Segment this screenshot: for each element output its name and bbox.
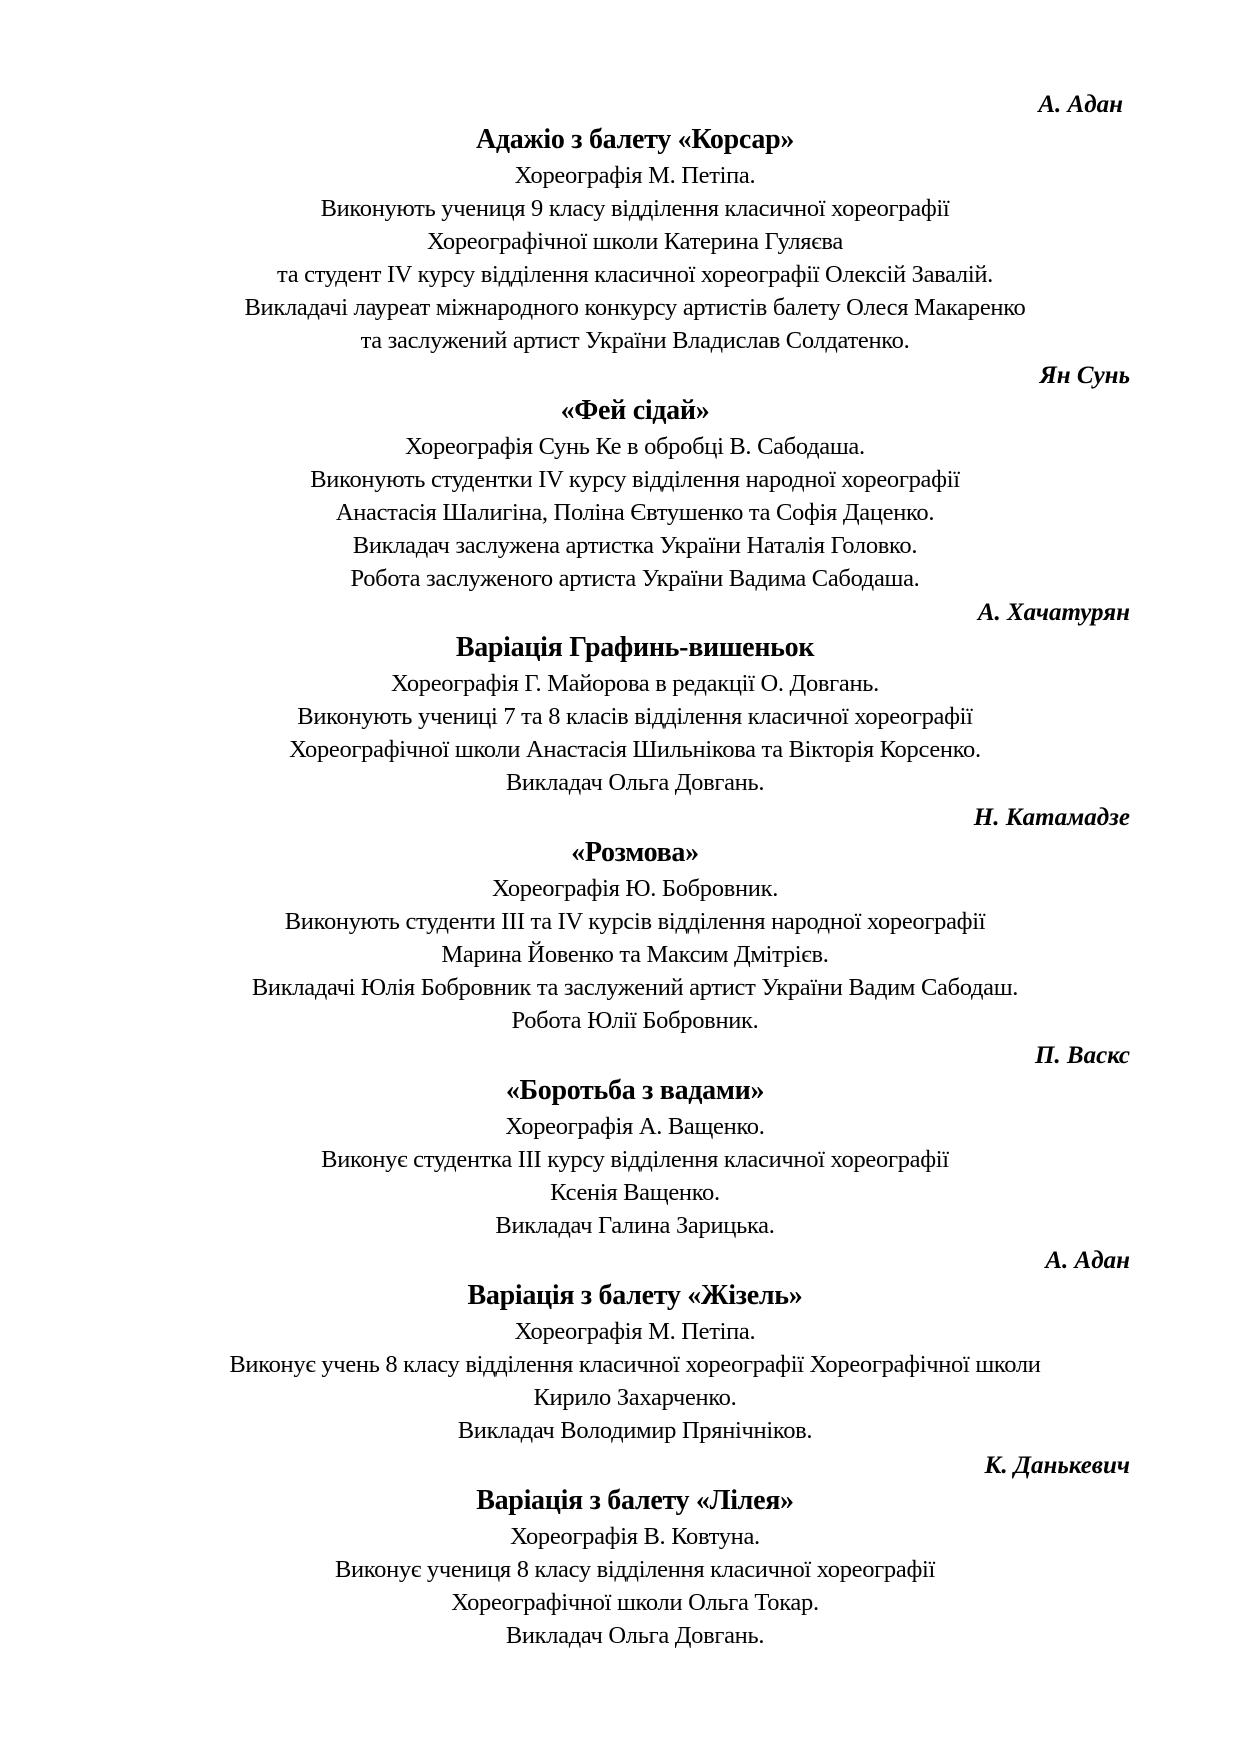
- composer-name: П. Васкс: [1034, 1042, 1130, 1069]
- teachers-line: Викладач Галина Зарицька.: [495, 1212, 775, 1239]
- programme-item: [140, 801, 1130, 1037]
- credit-line: Робота Юлії Бобровник.: [511, 1007, 759, 1034]
- credit-line: Робота заслуженого артиста України Вадима Сабодаша.: [350, 565, 920, 592]
- choreography-line: Хореографія А. Ващенко.: [505, 1113, 765, 1140]
- piece-title: Адажіо з балету «Корсар»: [475, 124, 795, 155]
- teachers-line: Викладач Ольга Довгань.: [505, 1622, 765, 1649]
- performers-line: Виконують студенти III та IV курсів відділення народної хореографії: [284, 908, 986, 935]
- choreography-line: Хореографія М. Петіпа.: [514, 1318, 756, 1345]
- programme-item: [140, 1039, 1130, 1242]
- piece-title: Варіація Графинь-вишеньок: [455, 632, 815, 663]
- performers-line: Хореографічної школи Катерина Гуляєва: [427, 228, 843, 255]
- composer-name: А. Адан: [1045, 1247, 1130, 1274]
- piece-title: «Боротьба з вадами»: [505, 1075, 765, 1106]
- choreography-line: Хореографія Г. Майорова в редакції О. Довгань.: [390, 670, 880, 697]
- composer-name: А. Адан: [1038, 91, 1123, 118]
- programme-item: [140, 359, 1130, 595]
- choreography-line: Хореографія В. Ковтуна.: [510, 1523, 760, 1550]
- composer-name: А. Хачатурян: [977, 599, 1130, 626]
- composer-name: Н. Катамадзе: [973, 804, 1130, 831]
- programme-item: [140, 596, 1130, 799]
- teachers-line: Викладач заслужена артистка України Наталія Головко.: [352, 532, 918, 559]
- performers-line: Виконують учениця 9 класу відділення класичної хореографії: [320, 195, 950, 222]
- teachers-line: Викладач Володимир Прянічніков.: [457, 1417, 813, 1444]
- teachers-line: Викладачі Юлія Бобровник та заслужений артист України Вадим Сабодаш.: [251, 974, 1019, 1001]
- composer-name: К. Данькевич: [984, 1452, 1130, 1479]
- teachers-line: Викладач Ольга Довгань.: [505, 769, 765, 796]
- piece-title: Варіація з балету «Жізель»: [467, 1280, 803, 1311]
- choreography-line: Хореографія М. Петіпа.: [514, 162, 756, 189]
- performers-line: Хореографічної школи Анастасія Шильнікова та Вікторія Корсенко.: [289, 736, 981, 763]
- performers-line: Виконують учениці 7 та 8 класів відділення класичної хореографії: [297, 703, 973, 730]
- performers-line: Кирило Захарченко.: [533, 1384, 737, 1411]
- choreography-line: Хореографія Ю. Бобровник.: [491, 875, 779, 902]
- choreography-line: Хореографія Сунь Ке в обробці В. Сабодаша.: [405, 433, 865, 460]
- teachers-line: та заслужений артист України Владислав Солдатенко.: [360, 327, 910, 354]
- piece-title: Варіація з балету «Лілея»: [476, 1485, 794, 1516]
- performers-line: Виконує учень 8 класу відділення класичної хореографії Хореографічної школи: [229, 1351, 1041, 1378]
- programme-item: [140, 88, 1130, 357]
- programme-item: [140, 1449, 1130, 1652]
- performers-line: та студент IV курсу відділення класичної хореографії Олексій Завалій.: [277, 261, 993, 288]
- performers-line: Виконують студентки IV курсу відділення народної хореографії: [310, 466, 960, 493]
- performers-line: Хореографічної школи Ольга Токар.: [451, 1589, 819, 1616]
- performers-line: Анастасія Шалигіна, Поліна Євтушенко та Софія Даценко.: [335, 499, 935, 526]
- composer-name: Ян Сунь: [1039, 362, 1130, 389]
- performers-line: Виконує студентка III курсу відділення класичної хореографії: [321, 1146, 949, 1173]
- performers-line: Ксенія Ващенко.: [550, 1179, 720, 1206]
- programme-item: [140, 1244, 1130, 1447]
- piece-title: «Фей сідай»: [560, 395, 710, 426]
- piece-title: «Розмова»: [571, 837, 699, 868]
- teachers-line: Викладачі лауреат міжнародного конкурсу артистів балету Олеся Макаренко: [244, 294, 1026, 321]
- programme-page: [140, 88, 1130, 1652]
- performers-line: Марина Йовенко та Максим Дмітрієв.: [441, 941, 829, 968]
- performers-line: Виконує учениця 8 класу відділення класичної хореографії: [334, 1556, 936, 1583]
